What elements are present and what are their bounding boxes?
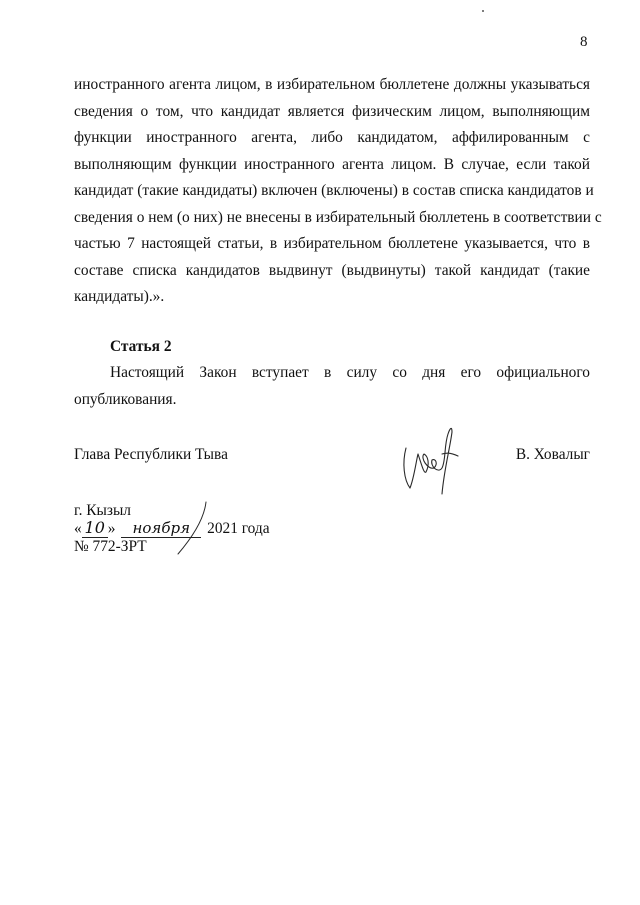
text-line: кандидаты).». bbox=[74, 288, 165, 305]
text-line: опубликования. bbox=[74, 390, 177, 408]
text-line: составе списка кандидатов выдвинут (выдвинуты) такой кандидат (такие bbox=[74, 261, 590, 279]
paragraph-continuation bbox=[74, 72, 602, 311]
handwritten-signature bbox=[398, 418, 462, 496]
text-line: сведения о том, что кандидат является физическим лицом, выполняющим bbox=[74, 102, 590, 120]
date-day-field bbox=[82, 519, 108, 538]
signatory-name: В. Ховалыг bbox=[515, 446, 590, 463]
place: г. Кызыл bbox=[74, 502, 131, 519]
text-line: кандидат (такие кандидаты) включен (включены) в состав списка кандидатов и bbox=[74, 182, 594, 199]
law-number: № 772-ЗРТ bbox=[74, 538, 147, 555]
text-line: сведения о нем (о них) не внесены в избирательный бюллетень в соответствии с bbox=[74, 208, 602, 226]
date-close-quote: » bbox=[107, 520, 116, 537]
page-number: 8 bbox=[580, 34, 588, 50]
text-line: Настоящий Закон вступает в силу со дня его официального bbox=[110, 364, 590, 381]
date-year: 2021 года bbox=[207, 520, 270, 537]
text-line: функции иностранного агента, либо кандидатом, аффилированным с bbox=[74, 129, 590, 146]
date-open-quote: « bbox=[74, 520, 82, 537]
text-line: иностранного агента лицом, в избирательном бюллетене должны указываться bbox=[74, 76, 590, 93]
date-pen-stroke bbox=[150, 500, 220, 556]
text-line: частью 7 настоящей статьи, в избирательном бюллетене указывается, что в bbox=[74, 235, 590, 252]
date-day: 10 bbox=[84, 518, 105, 537]
signatory-title: Глава Республики Тыва bbox=[74, 446, 228, 463]
article-2-paragraph bbox=[74, 360, 590, 413]
signature-row bbox=[74, 446, 590, 474]
article-heading: Статья 2 bbox=[110, 338, 172, 355]
scan-speck bbox=[482, 10, 484, 12]
text-line: выполняющим функции иностранного агента лицом. В случае, если такой bbox=[74, 155, 590, 173]
date-month: ноября bbox=[121, 520, 201, 538]
